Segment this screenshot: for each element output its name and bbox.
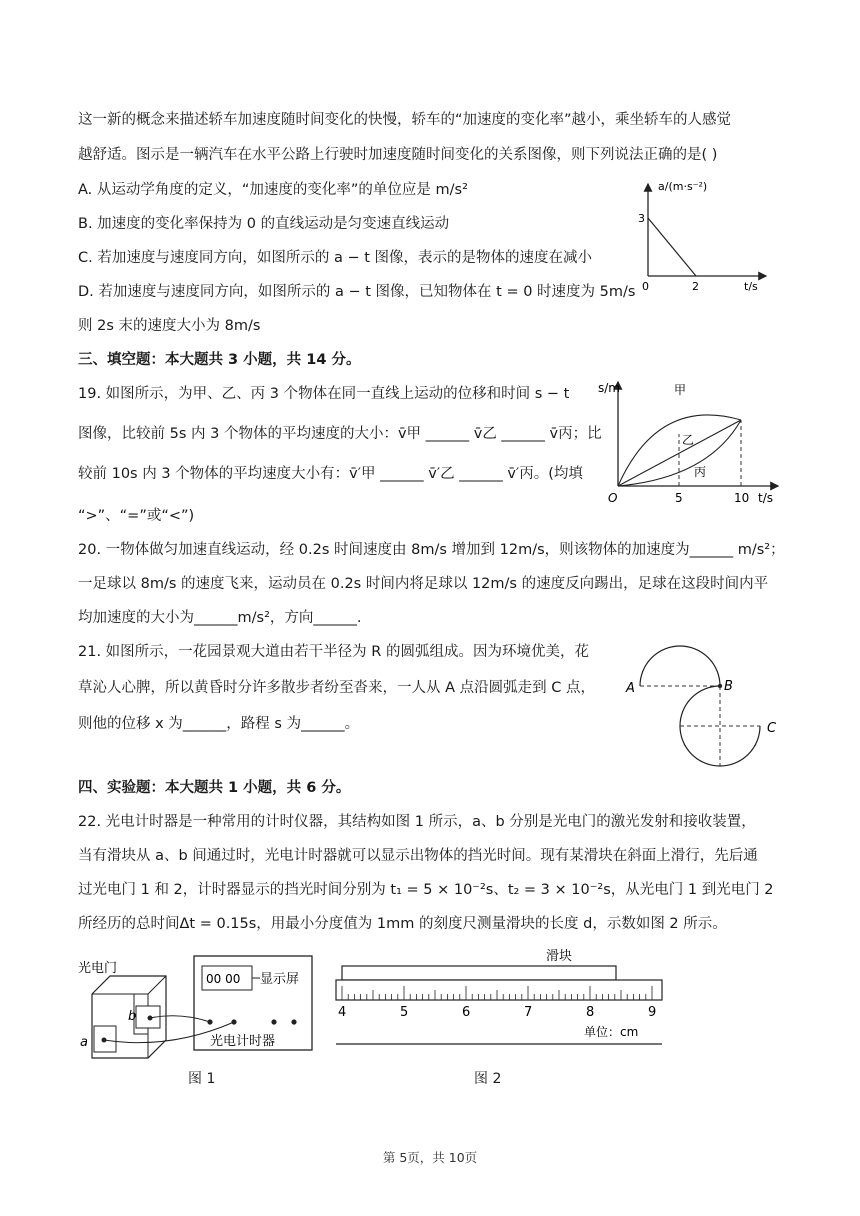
q18-at-graph [636,176,776,296]
ruler-number: 8 [586,1005,595,1020]
y-axis-label: a/(m·s⁻²) [658,180,708,193]
label-jia: 甲 [674,383,687,397]
label-b: B [724,679,733,694]
q18-stem-line1: 这一新的概念来描述轿车加速度随时间变化的快慢，轿车的“加速度的变化率”越小，乘坐轿车的人感觉 [78,112,732,128]
display-readout: 00 00 [206,972,241,986]
x-axis-label: t/s [758,491,773,505]
q19-st-graph [598,378,788,506]
q19-line3: 较前 10s 内 3 个物体的平均速度大小有：v̄′甲 ______ v̄′乙 ______ v̄′丙。(均填 [78,466,583,482]
q18-option-b: B. 加速度的变化率保持为 0 的直线运动是匀变速直线运动 [78,216,450,232]
section3-heading: 三、填空题：本大题共 3 小题，共 14 分。 [78,352,361,368]
q21-line2: 草沁人心脾，所以黄昏时分许多散步者纷至沓来，一人从 A 点沿圆弧走到 C 点， [78,680,595,696]
label-b: b [128,1009,137,1024]
figure1-caption: 图 1 [188,1071,216,1087]
origin-label: 0 [642,280,649,293]
q18-stem-line2: 越舒适。图示是一辆汽车在水平公路上行驶时加速度随时间变化的关系图像，则下列说法正确的是( ) [78,147,718,163]
arc-upper [640,646,720,686]
y-axis-label: s/m [598,381,620,395]
q18-option-d-line1: D. 若加速度与速度同方向，如图所示的 a − t 图像，已知物体在 t = 0 时速度为 5m/s [78,284,636,300]
q22-line1: 22. 光电计时器是一种常用的计时仪器，其结构如图 1 所示，a、b 分别是光电门的激光发射和接收装置， [78,814,756,830]
label-c: C [767,721,777,736]
unit-label: 单位：cm [584,1025,639,1039]
at-line [648,218,696,276]
gate-label: 光电门 [78,961,118,976]
figure2-caption: 图 2 [474,1071,502,1087]
origin-label: O [608,491,618,505]
q19-line2: 图像，比较前 5s 内 3 个物体的平均速度的大小：v̄甲 ______ v̄乙 ______ v̄丙；比 [78,426,602,442]
ruler-number: 5 [400,1005,409,1020]
label-a: a [80,1035,88,1050]
ruler-numbers [338,1005,656,1020]
ruler-body [336,980,662,1000]
arc-lower [680,686,760,766]
q20-line3: 均加速度的大小为______m/s²，方向______. [78,610,362,626]
slider-label: 滑块 [546,949,573,964]
q22-line4: 所经历的总时间Δt = 0.15s，用最小分度值为 1mm 的刻度尺测量滑块的长度 d，示数如图 2 所示。 [78,916,727,932]
screen-label: 显示屏 [260,972,300,987]
x-tick-5: 5 [675,491,683,505]
q18-option-c: C. 若加速度与速度同方向，如图所示的 a − t 图像，表示的是物体的速度在减小 [78,250,592,266]
q21-line1: 21. 如图所示，一花园景观大道由若干半径为 R 的圆弧组成。因为环境优美，花 [78,644,589,660]
x-axis-label: t/s [744,280,758,293]
ruler-number: 7 [524,1005,533,1020]
q18-option-a: A. 从运动学角度的定义，“加速度的变化率”的单位应是 m/s² [78,182,468,198]
q22-line2: 当有滑块从 a、b 间通过时，光电计时器就可以显示出物体的挡光时间。现有某滑块在斜面上滑行，先后通 [78,848,758,864]
q20-line1: 20. 一物体做匀加速直线运动，经 0.2s 时间速度由 8m/s 增加到 12m/s，则该物体的加速度为______ m/s²； [78,542,785,558]
label-yi: 乙 [682,433,695,447]
q21-line3: 则他的位移 x 为______，路程 s 为______。 [78,716,360,732]
timer-label: 光电计时器 [210,1034,276,1049]
q20-line2: 一足球以 8m/s 的速度飞来，运动员在 0.2s 时间内将足球以 12m/s 的速度反向踢出，足球在这段时间内平 [78,576,769,592]
section4-heading: 四、实验题：本大题共 1 小题，共 6 分。 [78,780,351,796]
q19-line1: 19. 如图所示，为甲、乙、丙 3 个物体在同一直线上运动的位移和时间 s − t [78,386,570,402]
x-tick-2: 2 [692,280,699,293]
page-footer: 第 5页，共 10页 [382,1150,478,1165]
q18-option-d-line2: 则 2s 末的速度大小为 8m/s [78,318,261,334]
ruler-number: 4 [338,1005,347,1020]
ruler-number: 6 [462,1005,471,1020]
label-bing: 丙 [694,465,707,479]
y-tick-3: 3 [638,212,645,225]
q21-arc-figure [620,640,790,770]
label-a: A [626,681,635,696]
x-tick-10: 10 [734,491,750,505]
q22-figure2-ruler [330,944,680,1054]
ruler-number: 9 [648,1005,657,1020]
q22-line3: 过光电门 1 和 2，计时器显示的挡光时间分别为 t₁ = 5 × 10⁻²s、t₂ = 3 × 10⁻²s，从光电门 1 到光电门 2 [78,882,774,898]
slider-block [342,966,616,980]
q19-line4: “>”、“=”或“<”) [78,508,195,524]
